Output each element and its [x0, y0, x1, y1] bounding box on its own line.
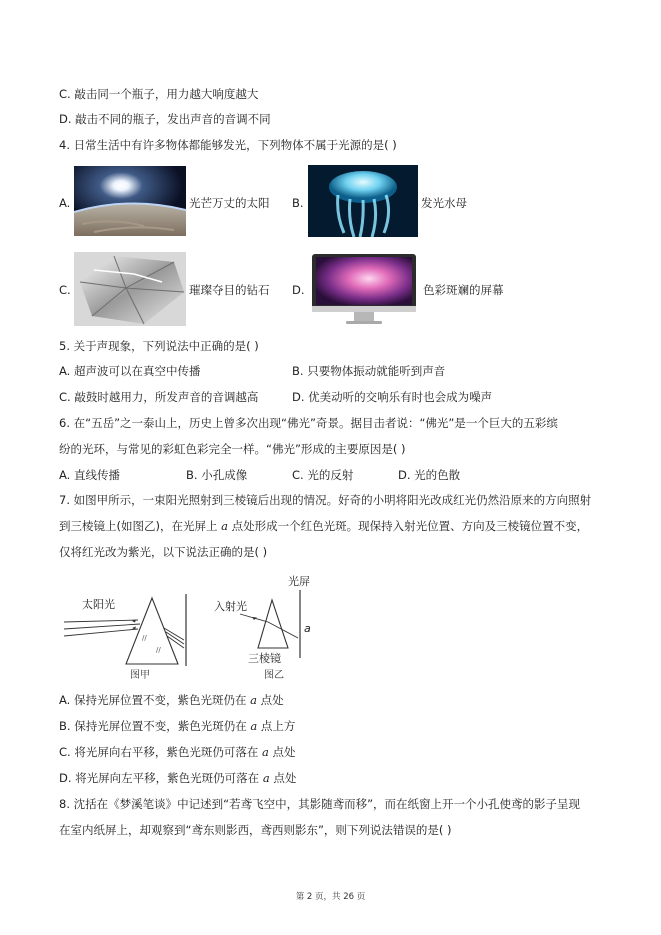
- jellyfish-image: [308, 165, 418, 237]
- caption-yi: 图乙: [264, 670, 284, 681]
- q6-option-d: D. 光的色散: [398, 468, 461, 482]
- q7-stem-line-1: 7. 如图甲所示，一束阳光照射到三棱镜后出现的情况。好奇的小明将阳光改成红光仍然沿原来的方向照射: [59, 493, 592, 507]
- monitor-image: [308, 252, 420, 326]
- q5-stem: 5. 关于声现象，下列说法中正确的是( ): [59, 339, 259, 353]
- point-a-label: a: [304, 622, 311, 635]
- q8-stem-line-1: 8. 沈括在《梦溪笔谈》中记述到“若鸢飞空中，其影随鸢而移”，而在纸窗上开一个小孔使鸢的影子呈现: [59, 797, 581, 811]
- q3-option-c: C. 敲击同一个瓶子，用力越大响度越大: [59, 87, 259, 101]
- svg-text://: //: [156, 646, 161, 654]
- sunlight-label: 太阳光: [82, 598, 115, 611]
- q5-option-d: D. 优美动听的交响乐有时也会成为噪声: [292, 390, 493, 404]
- screen-label: 光屏: [288, 575, 310, 588]
- q6-stem-line-2: 纷的光环，与常见的彩虹色彩完全一样。“佛光”形成的主要原因是( ): [59, 442, 406, 456]
- q5-option-a: A. 超声波可以在真空中传播: [59, 364, 201, 378]
- q4-option-b-letter: B.: [292, 196, 304, 210]
- q7-stem-line-3: 仅将红光改为紫光，以下说法正确的是( ): [59, 545, 268, 559]
- q7-stem-line-2: [59, 518, 588, 534]
- caption-jia: 图甲: [130, 670, 150, 680]
- prism-label: 三棱镜: [248, 652, 281, 665]
- incident-light-label: 入射光: [214, 600, 247, 613]
- q7-stem-line-2-post: 点处形成一个红色光斑。现保持入射光位置、方向及三棱镜位置不变，: [228, 519, 589, 533]
- q4-option-d-text: 色彩斑斓的屏幕: [423, 283, 504, 297]
- q6-option-c: C. 光的反射: [292, 468, 354, 482]
- q4-option-a-letter: A.: [59, 196, 71, 210]
- q7-option-b: B. 保持光屏位置不变，紫色光斑仍在 a 点上方: [59, 719, 296, 733]
- q6-stem-line-1: 6. 在“五岳”之一泰山上，历史上曾多次出现“佛光”奇景。据目击者说：“佛光”是一个巨大的五彩缤: [59, 416, 558, 430]
- q4-option-c-text: 璀璨夺目的钻石: [189, 283, 270, 297]
- q7-stem-line-2-pre: 到三棱镜上(如图乙)，在光屏上: [59, 519, 222, 533]
- q7-option-c: C. 将光屏向右平移，紫色光斑仍可落在 a 点处: [59, 745, 296, 759]
- q4-option-d-letter: D.: [292, 283, 305, 297]
- q6-option-b: B. 小孔成像: [186, 468, 248, 482]
- q4-option-a-text: 光芒万丈的太阳: [189, 196, 270, 210]
- q3-option-d: D. 敲击不同的瓶子，发出声音的音调不同: [59, 112, 271, 126]
- q4-option-c-letter: C.: [59, 283, 71, 297]
- prism-jia: [126, 598, 178, 664]
- prism-figure-yi: [206, 572, 326, 682]
- prism-yi: [258, 600, 288, 648]
- q8-stem-line-2: 在室内纸屏上，却观察到“鸢东则影西，鸢西则影东”，则下列说法错误的是( ): [59, 823, 452, 837]
- prism-figure-jia: [60, 586, 200, 680]
- svg-text://: //: [142, 634, 147, 642]
- sun-image: [74, 166, 186, 236]
- incident-ray-yi: [240, 614, 298, 638]
- q7-point-var: a: [221, 519, 228, 533]
- q5-option-b: B. 只要物体振动就能听到声音: [292, 364, 446, 378]
- q6-option-a: A. 直线传播: [59, 468, 120, 482]
- q7-option-a: A. 保持光屏位置不变，紫色光斑仍在 a 点处: [59, 693, 284, 707]
- q4-option-b-text: 发光水母: [421, 196, 467, 210]
- q7-option-d: D. 将光屏向左平移，紫色光斑仍可落在 a 点处: [59, 771, 297, 785]
- q5-option-c: C. 敲鼓时越用力，所发声音的音调越高: [59, 390, 259, 404]
- diamond-image: [74, 252, 186, 326]
- q4-stem: 4. 日常生活中有许多物体都能够发光，下列物体不属于光源的是( ): [59, 138, 397, 152]
- page-footer: 第 2 页，共 26 页: [295, 892, 366, 902]
